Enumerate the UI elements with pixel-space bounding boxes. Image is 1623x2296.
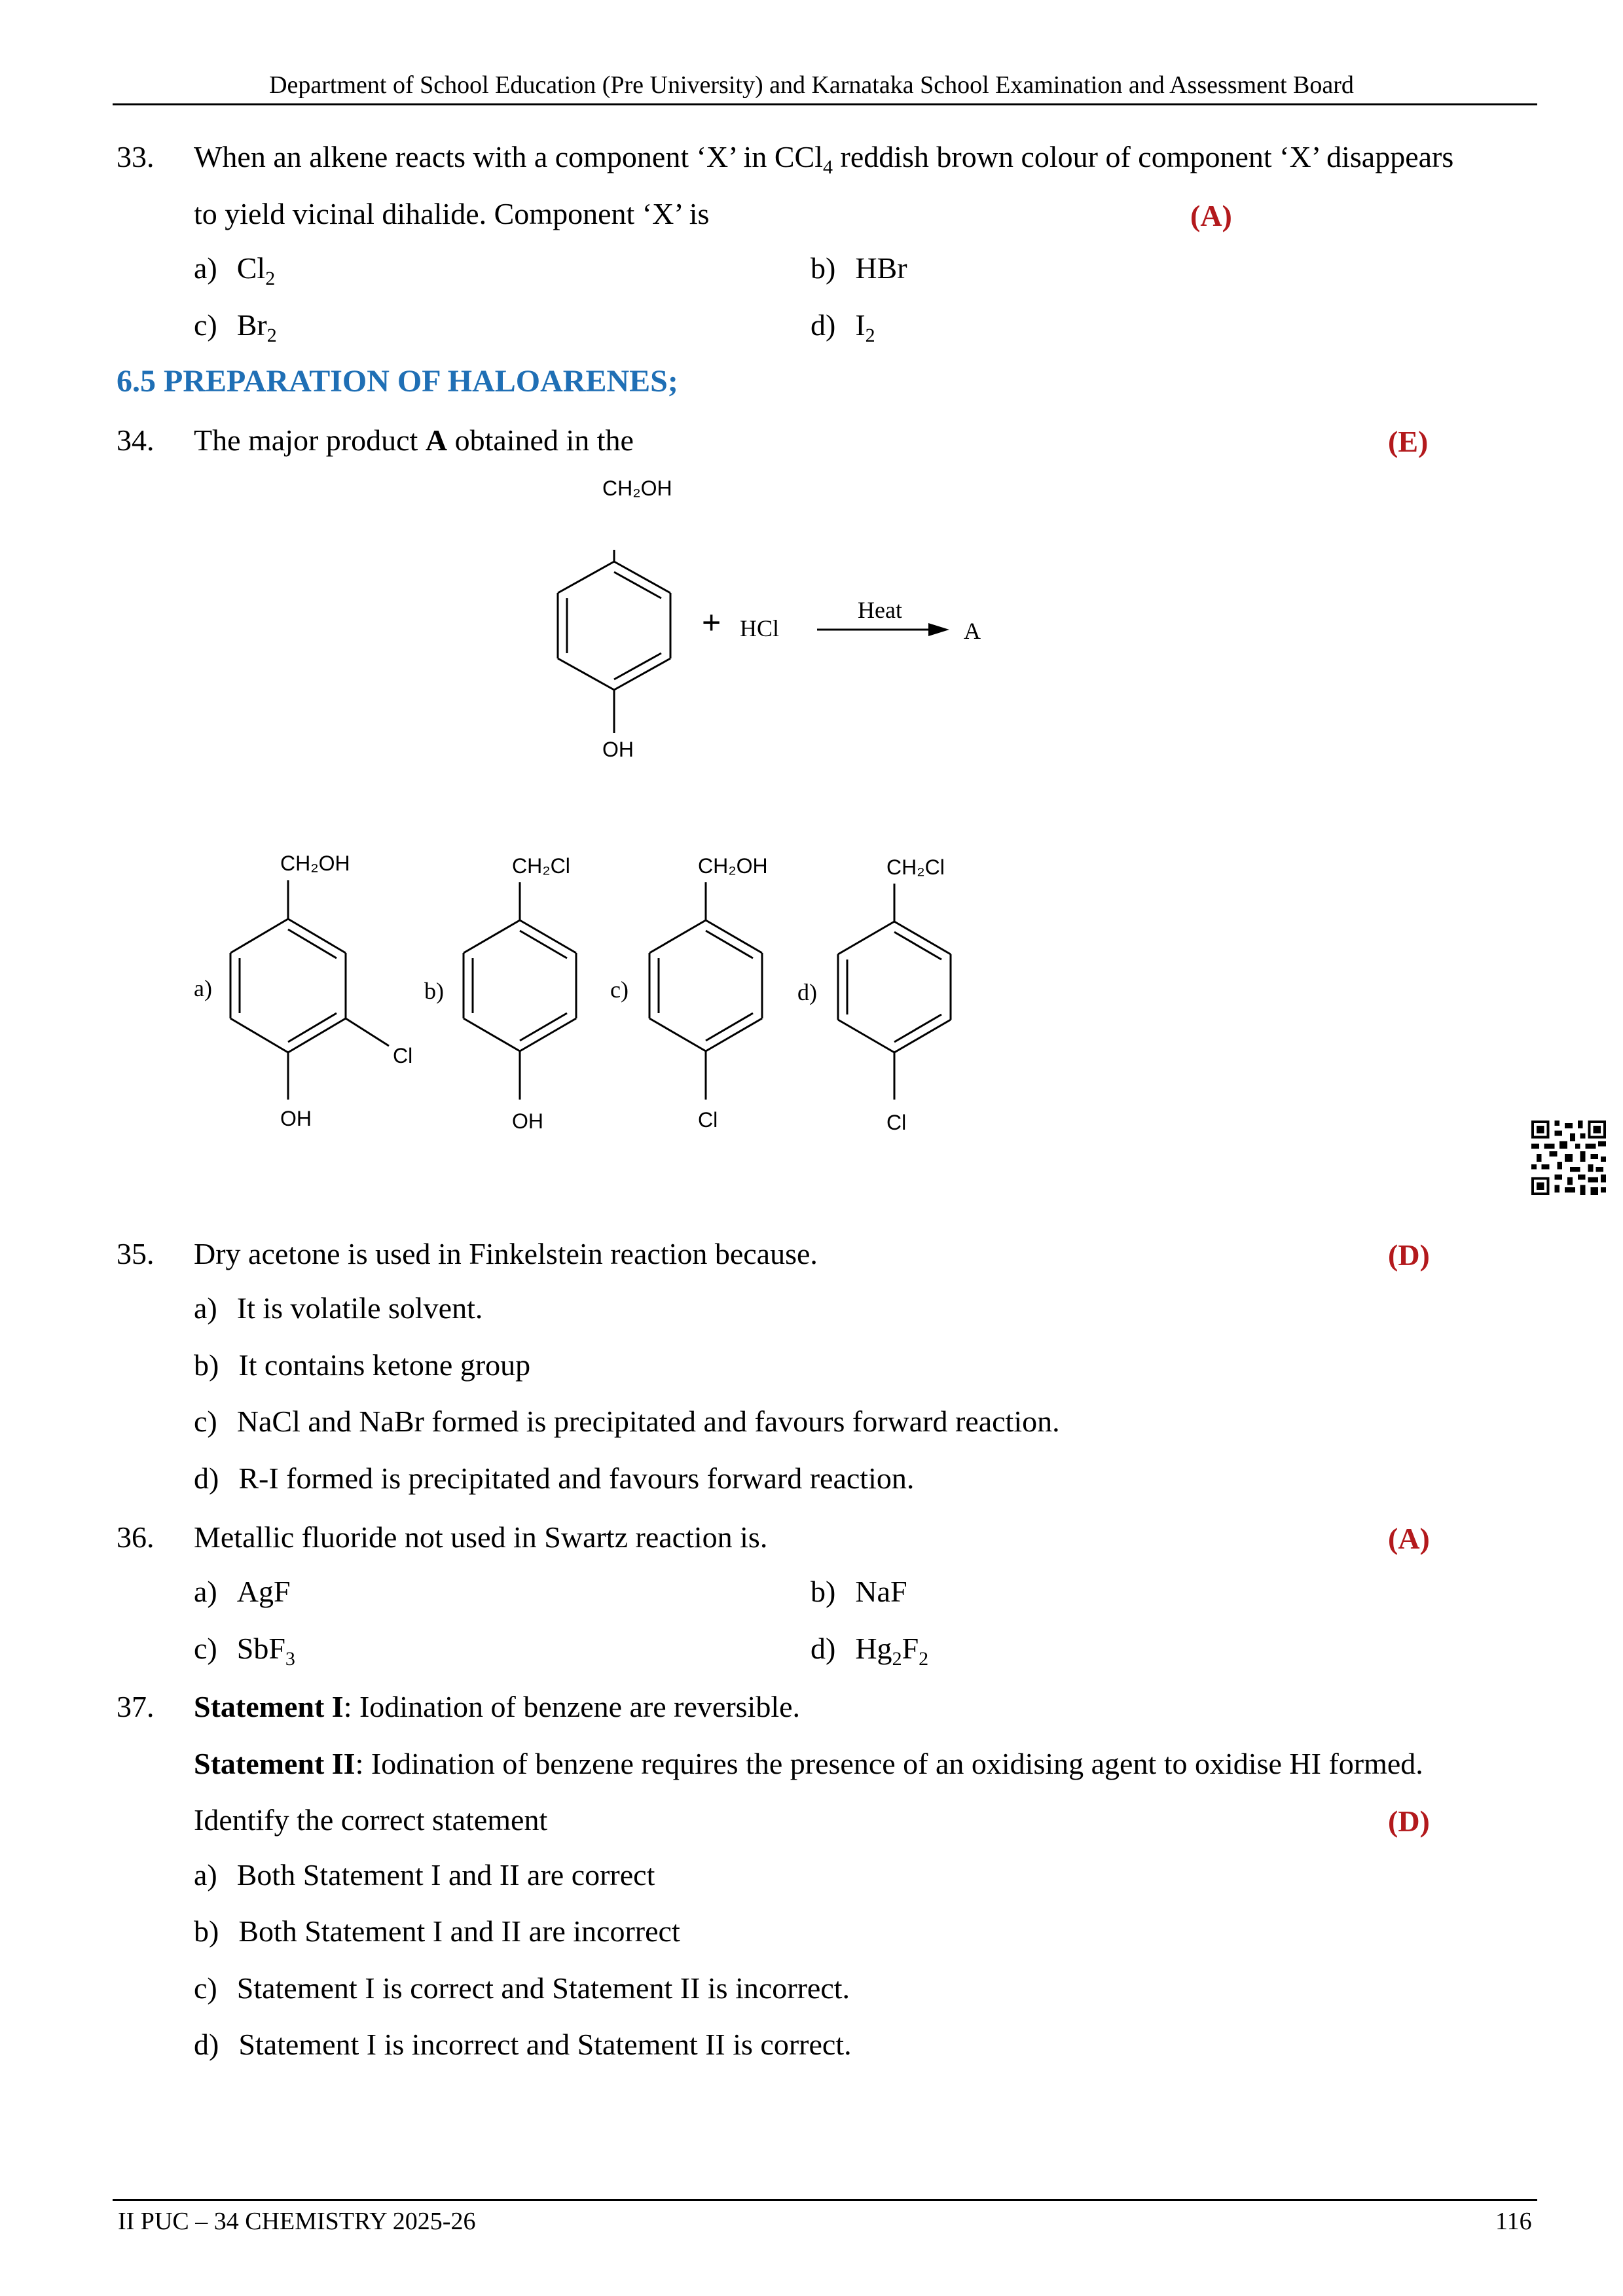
q33-option-c: c) $Br_2$	[194, 308, 277, 347]
q35-option-a: a) It is volatile solvent.	[194, 1291, 483, 1325]
q35-option-c: c) NaCl and NaBr formed is precipitated and favours forward reaction.	[194, 1405, 1060, 1438]
option-d-label: d)	[797, 979, 817, 1005]
option-b-bottom-group: OH	[512, 1109, 543, 1133]
reaction-arrow-head	[928, 623, 949, 636]
q35-answer: (D)	[1388, 1238, 1430, 1272]
option-a-label: a)	[194, 975, 212, 1001]
q33-option-b: b) HBr	[811, 251, 907, 285]
q35-option-b: b) It contains ketone group	[194, 1348, 531, 1382]
q34-number: 34.	[117, 423, 155, 457]
q37-prompt: Identify the correct statement	[194, 1803, 548, 1837]
q37-number: 37.	[117, 1690, 155, 1723]
benzene-ring-option-d	[838, 884, 951, 1100]
q33-text-line1: When an alkene reacts with a component ‘X’ in CCl$_4$ reddish brown colour of component ‘X’ disappears	[194, 140, 1454, 179]
q37-statement-2: Statement II: Iodination of benzene requires the presence of an oxidising agent to oxidise HI formed.	[194, 1747, 1423, 1780]
qr-code[interactable]	[1531, 1121, 1607, 1195]
product-label: A	[964, 618, 981, 644]
q37-option-d: d) Statement I is incorrect and Statement II is correct.	[194, 2028, 852, 2061]
q36-option-a: a) AgF	[194, 1575, 291, 1608]
q33-option-d: d) $I_2$	[811, 308, 875, 347]
q37-option-b: b) Both Statement I and II are incorrect	[194, 1914, 680, 1948]
reactant-bottom-group: OH	[602, 738, 634, 761]
footer-title: II PUC – 34 CHEMISTRY 2025-26	[118, 2208, 476, 2235]
plus-sign: +	[702, 604, 721, 641]
q36-text: Metallic fluoride not used in Swartz reaction is.	[194, 1520, 768, 1554]
q36-option-c: c) SbF$_3$	[194, 1632, 295, 1670]
benzene-ring-reactant	[558, 550, 670, 733]
option-d-top-group: CH₂Cl	[886, 855, 945, 879]
q35-number: 35.	[117, 1237, 155, 1270]
page-header: Department of School Education (Pre University) and Karnataka School Examination and Assessment Board	[269, 71, 1354, 99]
q33-number: 33.	[117, 140, 155, 173]
option-a-side-group: Cl	[393, 1044, 413, 1067]
benzene-ring-option-b	[464, 882, 576, 1100]
page-number: 116	[1495, 2208, 1532, 2235]
footer-rule	[113, 2199, 1537, 2201]
q33-text-line2: to yield vicinal dihalide. Component ‘X’ is	[194, 197, 710, 230]
option-a-top-group: CH₂OH	[280, 852, 350, 875]
q33-answer: (A)	[1190, 199, 1232, 232]
q36-option-b: b) NaF	[811, 1575, 907, 1608]
q34-answer: (E)	[1388, 425, 1429, 458]
q36-answer: (A)	[1388, 1522, 1430, 1555]
q37-option-c: c) Statement I is correct and Statement II is incorrect.	[194, 1971, 850, 2005]
option-a-bottom-group: OH	[280, 1107, 312, 1130]
reactant-top-group: CH₂OH	[602, 476, 672, 500]
q37-option-a: a) Both Statement I and II are correct	[194, 1858, 655, 1892]
q33-option-a: a) $Cl_2$	[194, 251, 276, 290]
option-b-label: b)	[424, 978, 444, 1004]
section-heading: 6.5 PREPARATION OF HALOARENES;	[117, 364, 678, 399]
option-d-bottom-group: Cl	[886, 1111, 907, 1134]
benzene-ring-option-c	[649, 882, 762, 1100]
option-b-top-group: CH₂Cl	[512, 854, 570, 878]
condition-label: Heat	[858, 597, 902, 623]
q36-number: 36.	[117, 1520, 155, 1554]
q34-text: The major product A obtained in the	[194, 423, 634, 457]
benzene-ring-option-a	[230, 880, 389, 1100]
q37-answer: (D)	[1388, 1804, 1430, 1838]
q36-option-d: d) $Hg_2F_2$	[811, 1632, 929, 1670]
reagent-label: HCl	[740, 615, 780, 641]
option-c-top-group: CH₂OH	[698, 854, 768, 878]
option-c-label: c)	[610, 977, 629, 1003]
q35-text: Dry acetone is used in Finkelstein reaction because.	[194, 1237, 818, 1270]
q37-statement-1: Statement I: Iodination of benzene are reversible.	[194, 1690, 801, 1723]
q35-option-d: d) R-I formed is precipitated and favours forward reaction.	[194, 1462, 915, 1495]
option-c-bottom-group: Cl	[698, 1108, 718, 1132]
